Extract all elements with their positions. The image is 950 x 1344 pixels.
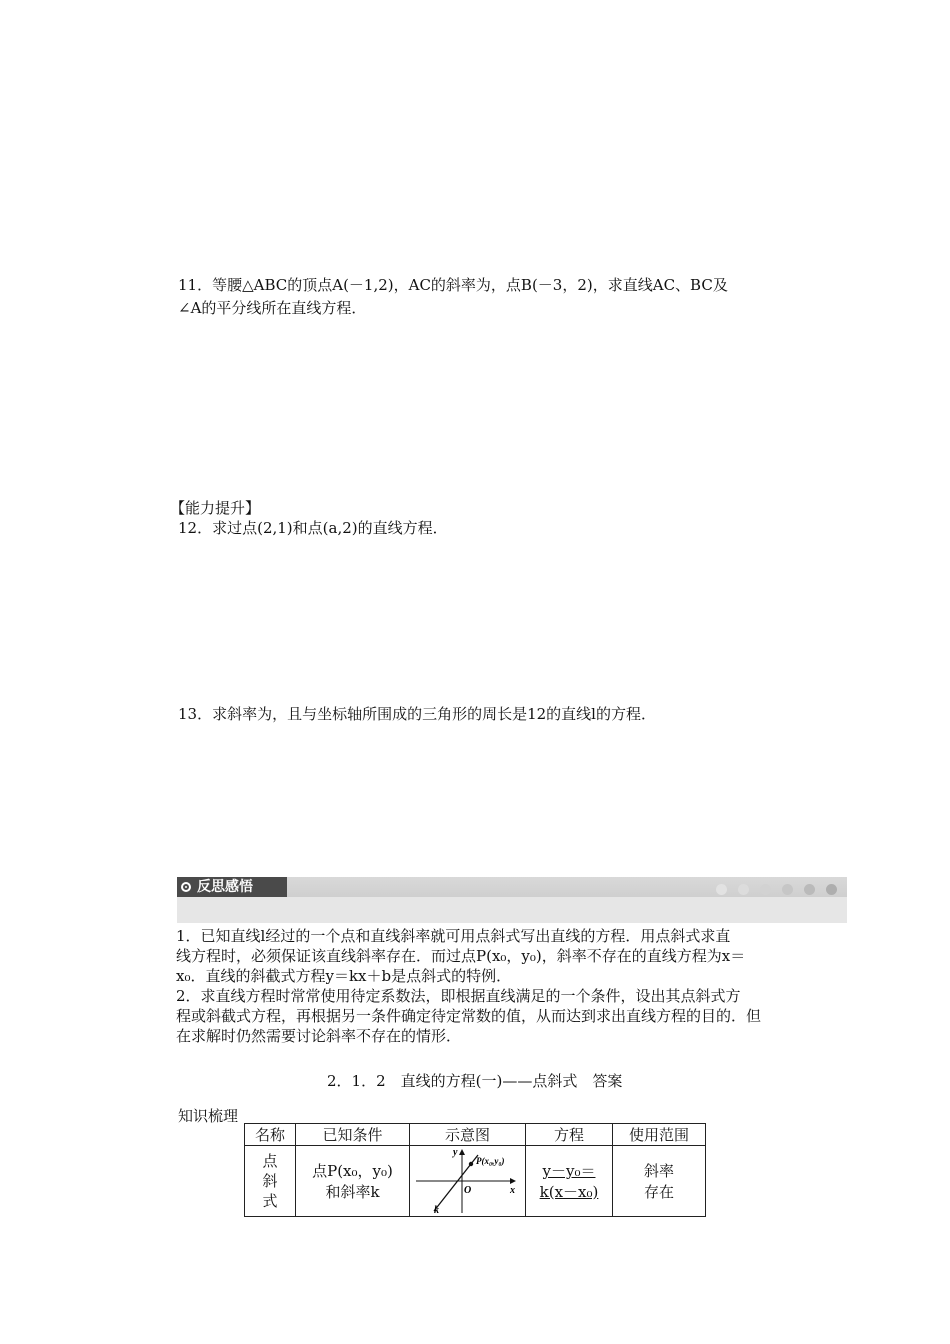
x-axis-arrow-icon — [510, 1178, 516, 1184]
dot-icon — [716, 884, 727, 895]
cell-diagram — [410, 1146, 526, 1217]
question-11-line1: 11．等腰△ABC的顶点A(－1,2)，AC的斜率为，点B(－3，2)，求直线AC、BC及 — [178, 276, 728, 294]
question-11-line2: ∠A的平分线所在直线方程． — [178, 299, 367, 317]
reflection-p1-line2: 线方程时，必须保证该直线斜率存在．而过点P(x₀，y₀)，斜率不存在的直线方程为x＝ — [176, 947, 746, 965]
y-label: y — [452, 1147, 457, 1158]
scope-line2: 存在 — [643, 1183, 674, 1201]
dot-icon — [804, 884, 815, 895]
equation-line1: y－y₀＝ — [542, 1162, 596, 1180]
point-p-icon — [468, 1162, 472, 1166]
banner-tab — [177, 877, 287, 897]
knowledge-table — [244, 1123, 706, 1217]
name-char: 斜 — [262, 1172, 278, 1190]
table-header: 名称 — [245, 1124, 296, 1146]
k-label: k — [433, 1205, 439, 1215]
table-header: 方程 — [526, 1124, 613, 1146]
cell-equation — [526, 1146, 613, 1217]
cell-condition — [296, 1146, 410, 1217]
reflection-p1-line1: 1．已知直线l经过的一个点和直线斜率就可用点斜式写出直线的方程．用点斜式求直 — [176, 927, 731, 945]
banner-title: 反思感悟 — [197, 879, 253, 895]
dot-icon — [826, 884, 837, 895]
name-char: 点 — [262, 1152, 278, 1170]
dot-icon — [760, 884, 771, 895]
condition-line2: 和斜率k — [325, 1183, 380, 1201]
table-header: 已知条件 — [296, 1124, 410, 1146]
banner-bar — [177, 877, 847, 897]
condition-line1: 点P(x₀，y₀) — [312, 1162, 393, 1180]
reflection-p2-line3: 在求解时仍然需要讨论斜率不存在的情形． — [176, 1027, 462, 1045]
y-axis-arrow-icon — [459, 1149, 465, 1155]
banner-dots — [705, 881, 837, 899]
origin-label: O — [463, 1185, 471, 1196]
name-char: 式 — [262, 1192, 278, 1210]
table-header: 示意图 — [410, 1124, 526, 1146]
equation-line2: k(x－x₀) — [539, 1183, 599, 1201]
scope-line1: 斜率 — [643, 1162, 674, 1180]
question-13: 13．求斜率为，且与坐标轴所围成的三角形的周长是12的直线l的方程． — [178, 705, 656, 723]
x-label: x — [509, 1185, 515, 1196]
table-header-row — [245, 1124, 706, 1146]
table-row — [245, 1146, 706, 1217]
table-header: 使用范围 — [613, 1124, 706, 1146]
point-label: P(x₀,y₀) — [475, 1156, 505, 1166]
target-icon — [181, 882, 191, 892]
reflection-p2-line1: 2．求直线方程时常常使用待定系数法，即根据直线满足的一个条件，设出其点斜式方 — [176, 987, 741, 1005]
answer-title: 2．1．2 直线的方程(一)——点斜式 答案 — [327, 1072, 623, 1090]
cell-scope — [613, 1146, 706, 1217]
dot-icon — [738, 884, 749, 895]
point-slope-diagram — [412, 1147, 524, 1215]
cell-name — [245, 1146, 296, 1217]
reflection-banner — [177, 877, 847, 923]
section-ability-label: 【能力提升】 — [170, 499, 261, 517]
reflection-p1-line3: x₀．直线的斜截式方程y＝kx＋b是点斜式的特例． — [176, 967, 512, 985]
reflection-p2-line2: 程或斜截式方程，再根据另一条件确定待定常数的值，从而达到求出直线方程的目的．但 — [176, 1007, 762, 1025]
dot-icon — [782, 884, 793, 895]
question-12: 12．求过点(2,1)和点(a,2)的直线方程． — [178, 519, 448, 537]
knowledge-label: 知识梳理 — [178, 1107, 239, 1125]
